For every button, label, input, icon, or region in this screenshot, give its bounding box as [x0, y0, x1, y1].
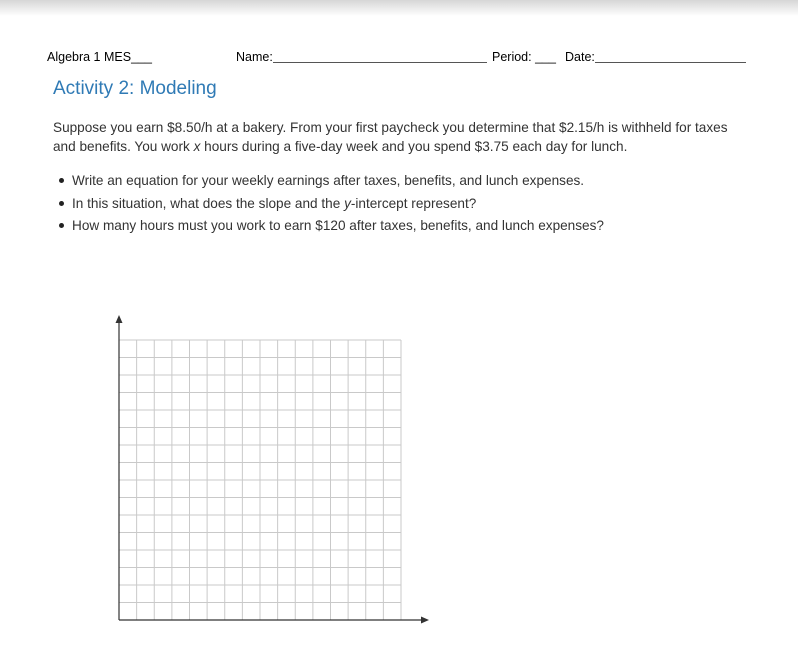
- list-item: [53, 171, 753, 194]
- question-list: [53, 171, 753, 239]
- worksheet-header: [0, 50, 798, 68]
- bullet-icon: [59, 201, 64, 206]
- question-text: How many hours must you work to earn $120 after taxes, benefits, and lunch expenses?: [72, 218, 604, 233]
- intro-text-2: hours during a five-day week and you spend $3.75 each day for lunch.: [200, 139, 628, 154]
- x-axis-arrow-icon: [421, 617, 429, 624]
- name-blank-line: [273, 50, 487, 63]
- bullet-icon: [59, 223, 64, 228]
- coordinate-grid: [110, 312, 432, 630]
- intro-paragraph: [53, 118, 753, 156]
- grid-lines: [119, 340, 401, 620]
- period-blank: ___: [535, 50, 556, 64]
- period-field: [492, 50, 556, 64]
- window-top-shadow: [0, 0, 798, 16]
- date-field: [565, 50, 595, 64]
- course-label: Algebra 1 MES___: [47, 50, 152, 64]
- name-field: [236, 50, 273, 64]
- list-item: [53, 194, 753, 217]
- period-label: Period:: [492, 50, 532, 64]
- y-axis-arrow-icon: [116, 315, 123, 323]
- intro-text-1: Suppose you earn $8.50/h at a bakery. From your first paycheck you determine that $2.15/h is withheld for taxes and benefits. You work: [53, 120, 728, 154]
- intro-variable-x: x: [193, 139, 201, 154]
- question-text-after: -intercept represent?: [350, 195, 477, 211]
- question-variable-y: y: [344, 195, 351, 211]
- question-text-before: In this situation, what does the slope and the: [72, 195, 345, 211]
- list-item: [53, 216, 753, 239]
- date-blank-line: [595, 50, 746, 63]
- date-label: Date:: [565, 50, 595, 64]
- activity-title: Activity 2: Modeling: [53, 78, 217, 99]
- question-text: Write an equation for your weekly earnings after taxes, benefits, and lunch expenses.: [72, 173, 585, 188]
- name-label: Name:: [236, 50, 273, 64]
- bullet-icon: [59, 178, 64, 183]
